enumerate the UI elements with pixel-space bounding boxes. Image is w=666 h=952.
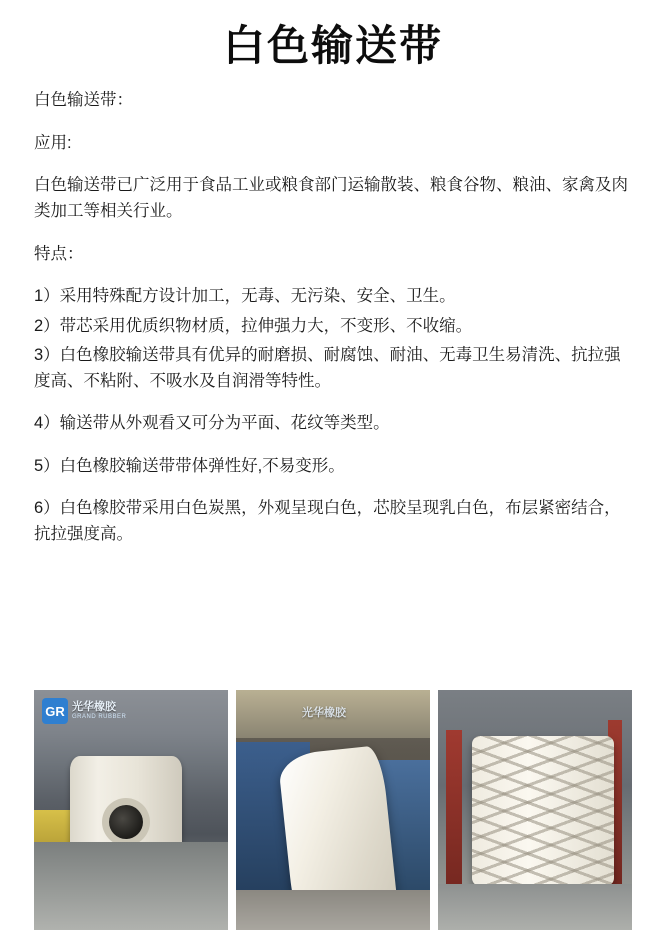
paragraph-feature-4: 4）输送带从外观看又可分为平面、花纹等类型。 xyxy=(34,414,390,433)
watermark-text: 光华橡胶 xyxy=(302,707,346,719)
paragraph-feature-5: 5）白色橡胶输送带带体弹性好,不易变形。 xyxy=(34,456,345,475)
chevron-pattern-belt-roll xyxy=(472,736,614,886)
factory-floor xyxy=(438,884,632,930)
paragraph-features-heading: 特点： xyxy=(34,244,84,263)
brand-name-en: GRAND RUBBER xyxy=(72,713,127,720)
brand-name-cn: 光华橡胶 xyxy=(72,701,116,714)
paragraph-application-body: 白色输送带已广泛用于食品工业或粮食部门运输散装、粮食谷物、粮油、家禽及肉类加工等相关行业。 xyxy=(34,176,628,220)
factory-floor xyxy=(236,890,430,930)
product-photo-3 xyxy=(438,690,632,930)
document-body xyxy=(34,88,632,547)
factory-floor xyxy=(34,842,228,930)
product-photo-gallery xyxy=(34,690,632,930)
paragraph-intro: 白色输送带： xyxy=(34,91,133,110)
product-photo-2 xyxy=(236,690,430,930)
product-photo-1 xyxy=(34,690,228,930)
paragraph-application-heading: 应用: xyxy=(34,133,72,152)
brand-wordmark xyxy=(72,702,126,720)
page-title: 白色输送带 xyxy=(222,22,443,69)
document-page xyxy=(0,22,666,952)
brand-badge-icon: GR xyxy=(42,698,68,724)
paragraph-feature-1: 1）采用特殊配方设计加工，无毒、无污染、安全、卫生。 xyxy=(34,287,456,306)
watermark-logo xyxy=(42,698,126,724)
paragraph-feature-6: 6）白色橡胶带采用白色炭黑，外观呈现白色，芯胶呈现乳白色，布层紧密结合，抗拉强度高。 xyxy=(34,499,621,544)
paragraph-feature-2: 2）带芯采用优质织物材质，拉伸强力大，不变形、不收缩。 xyxy=(34,316,473,335)
paragraph-feature-3: 3）白色橡胶输送带具有优异的耐磨损、耐腐蚀、耐油、无毒卫生易清洗、抗拉强度高、不粘附、不吸水及自润滑等特性。 xyxy=(34,346,621,390)
